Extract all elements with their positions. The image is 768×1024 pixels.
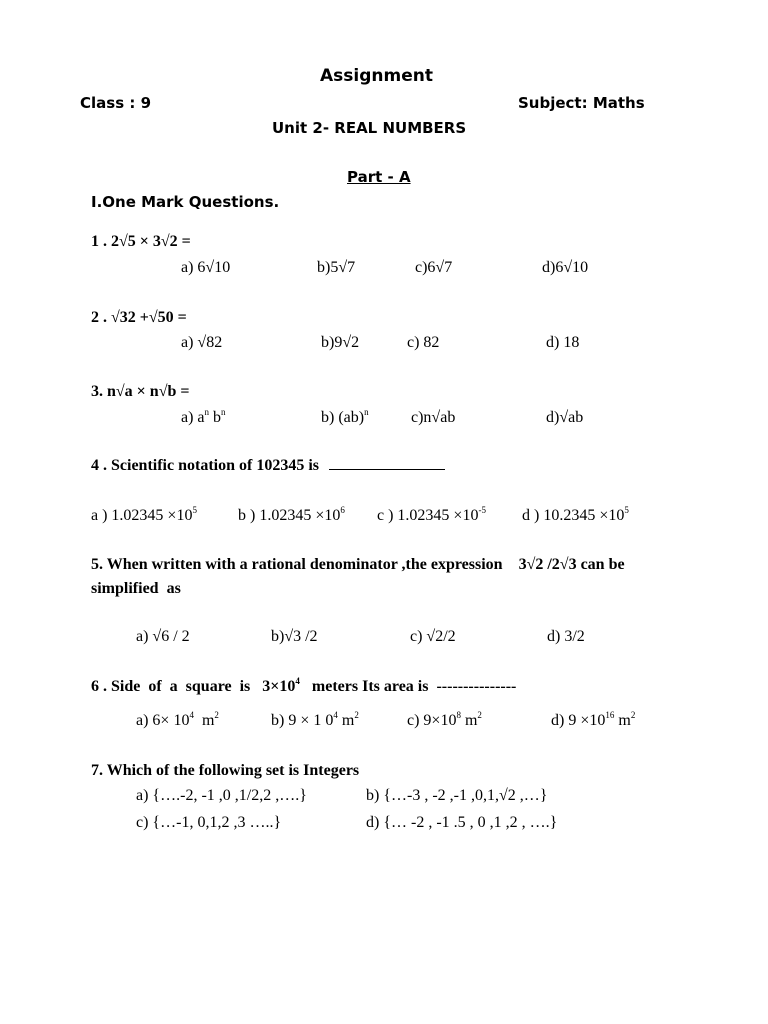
option-text: c ) 1.02345 ×10 [377,507,479,524]
part-label: Part - A [347,168,411,186]
option-text: d ) 10.2345 ×10 [522,507,625,524]
question-1-option-b: b)5√7 [317,259,356,276]
question-6-option-a [136,709,219,730]
question-4-option-a [91,504,197,525]
option-text: a ) 1.02345 ×10 [91,507,193,524]
question-4-text: 4 . Scientific notation of 102345 is [91,457,319,474]
subject-label: Subject: Maths [518,94,645,112]
superscript: 4 [333,709,338,720]
superscript: 5 [624,504,629,515]
question-3-option-c: c)n√ab [411,409,456,426]
question-3-stem: 3. n√a × n√b = [91,383,190,400]
question-5-option-c: c) √2/2 [410,628,456,645]
option-text: m [460,712,478,729]
superscript: 5 [192,504,197,515]
unit-title: Unit 2- REAL NUMBERS [272,119,467,137]
superscript: 2 [630,709,636,720]
question-3-option-d: d)√ab [546,409,584,426]
question-2-option-c: c) 82 [407,334,440,351]
option-text: a) a [181,409,205,426]
superscript: 2 [477,709,482,720]
superscript: 16 [605,709,615,720]
question-3-option-a [181,406,226,427]
question-6-option-d [551,709,636,730]
question-2-option-b: b)9√2 [321,334,360,351]
superscript: -5 [478,504,486,515]
question-7-option-b: b) {…-3 , -2 ,-1 ,0,1,√2 ,…} [366,787,548,804]
question-5-stem-line-1: 5. When written with a rational denominator ,the expression 3√2 /2√3 can be [91,556,625,573]
question-7-option-a: a) {….-2, -1 ,0 ,1/2,2 ,….} [136,787,307,804]
question-4-option-b [238,504,345,525]
superscript: n [364,406,369,417]
question-6-option-b [271,709,359,730]
question-5-stem-line-2: simplified as [91,580,181,597]
question-2-stem: 2 . √32 +√50 = [91,309,187,326]
answer-blank [329,457,445,470]
question-4-stem [91,457,445,475]
question-5-option-a: a) √6 / 2 [136,628,190,645]
superscript: 4 [295,675,300,686]
page-title: Assignment [320,66,433,86]
superscript: 4 [189,709,194,720]
superscript: n [204,406,210,417]
question-1-option-c: c)6√7 [415,259,453,276]
question-1-stem: 1 . 2√5 × 3√2 = [91,233,191,250]
question-6-stem [91,675,517,696]
option-text: b) 9 × 1 0 [271,712,334,729]
option-text: b ) 1.02345 ×10 [238,507,341,524]
option-text: d) 9 ×10 [551,712,606,729]
question-2-option-a: a) √82 [181,334,223,351]
option-text: b) (ab) [321,409,365,426]
option-text: b [213,409,222,426]
superscript: 2 [214,709,219,720]
question-2-option-d: d) 18 [546,334,580,351]
question-6-option-c [407,709,482,730]
question-3-option-b [321,406,369,427]
option-text: m [614,712,631,729]
question-5-option-d: d) 3/2 [547,628,585,645]
question-1-option-a: a) 6√10 [181,259,231,276]
superscript: 8 [456,709,461,720]
question-4-option-c [377,504,486,525]
question-5-option-b: b)√3 /2 [271,628,318,645]
option-text: m [337,712,355,729]
superscript: 2 [354,709,359,720]
question-4-option-d [522,504,629,525]
superscript: 6 [340,504,345,515]
question-6-text: meters Its area is --------------- [299,678,517,695]
question-1-option-d: d)6√10 [542,259,589,276]
section-title: I.One Mark Questions. [91,193,280,211]
option-text: m [193,712,215,729]
question-7-option-d: d) {… -2 , -1 .5 , 0 ,1 ,2 , ….} [366,814,558,831]
option-text: a) 6× 10 [136,712,190,729]
question-7-option-c: c) {…-1, 0,1,2 ,3 …..} [136,814,282,831]
class-label: Class : 9 [80,94,152,112]
superscript: n [221,406,226,417]
question-6-text: 6 . Side of a square is 3×10 [91,678,296,695]
option-text: c) 9×10 [407,712,457,729]
question-7-stem: 7. Which of the following set is Integers [91,762,360,779]
